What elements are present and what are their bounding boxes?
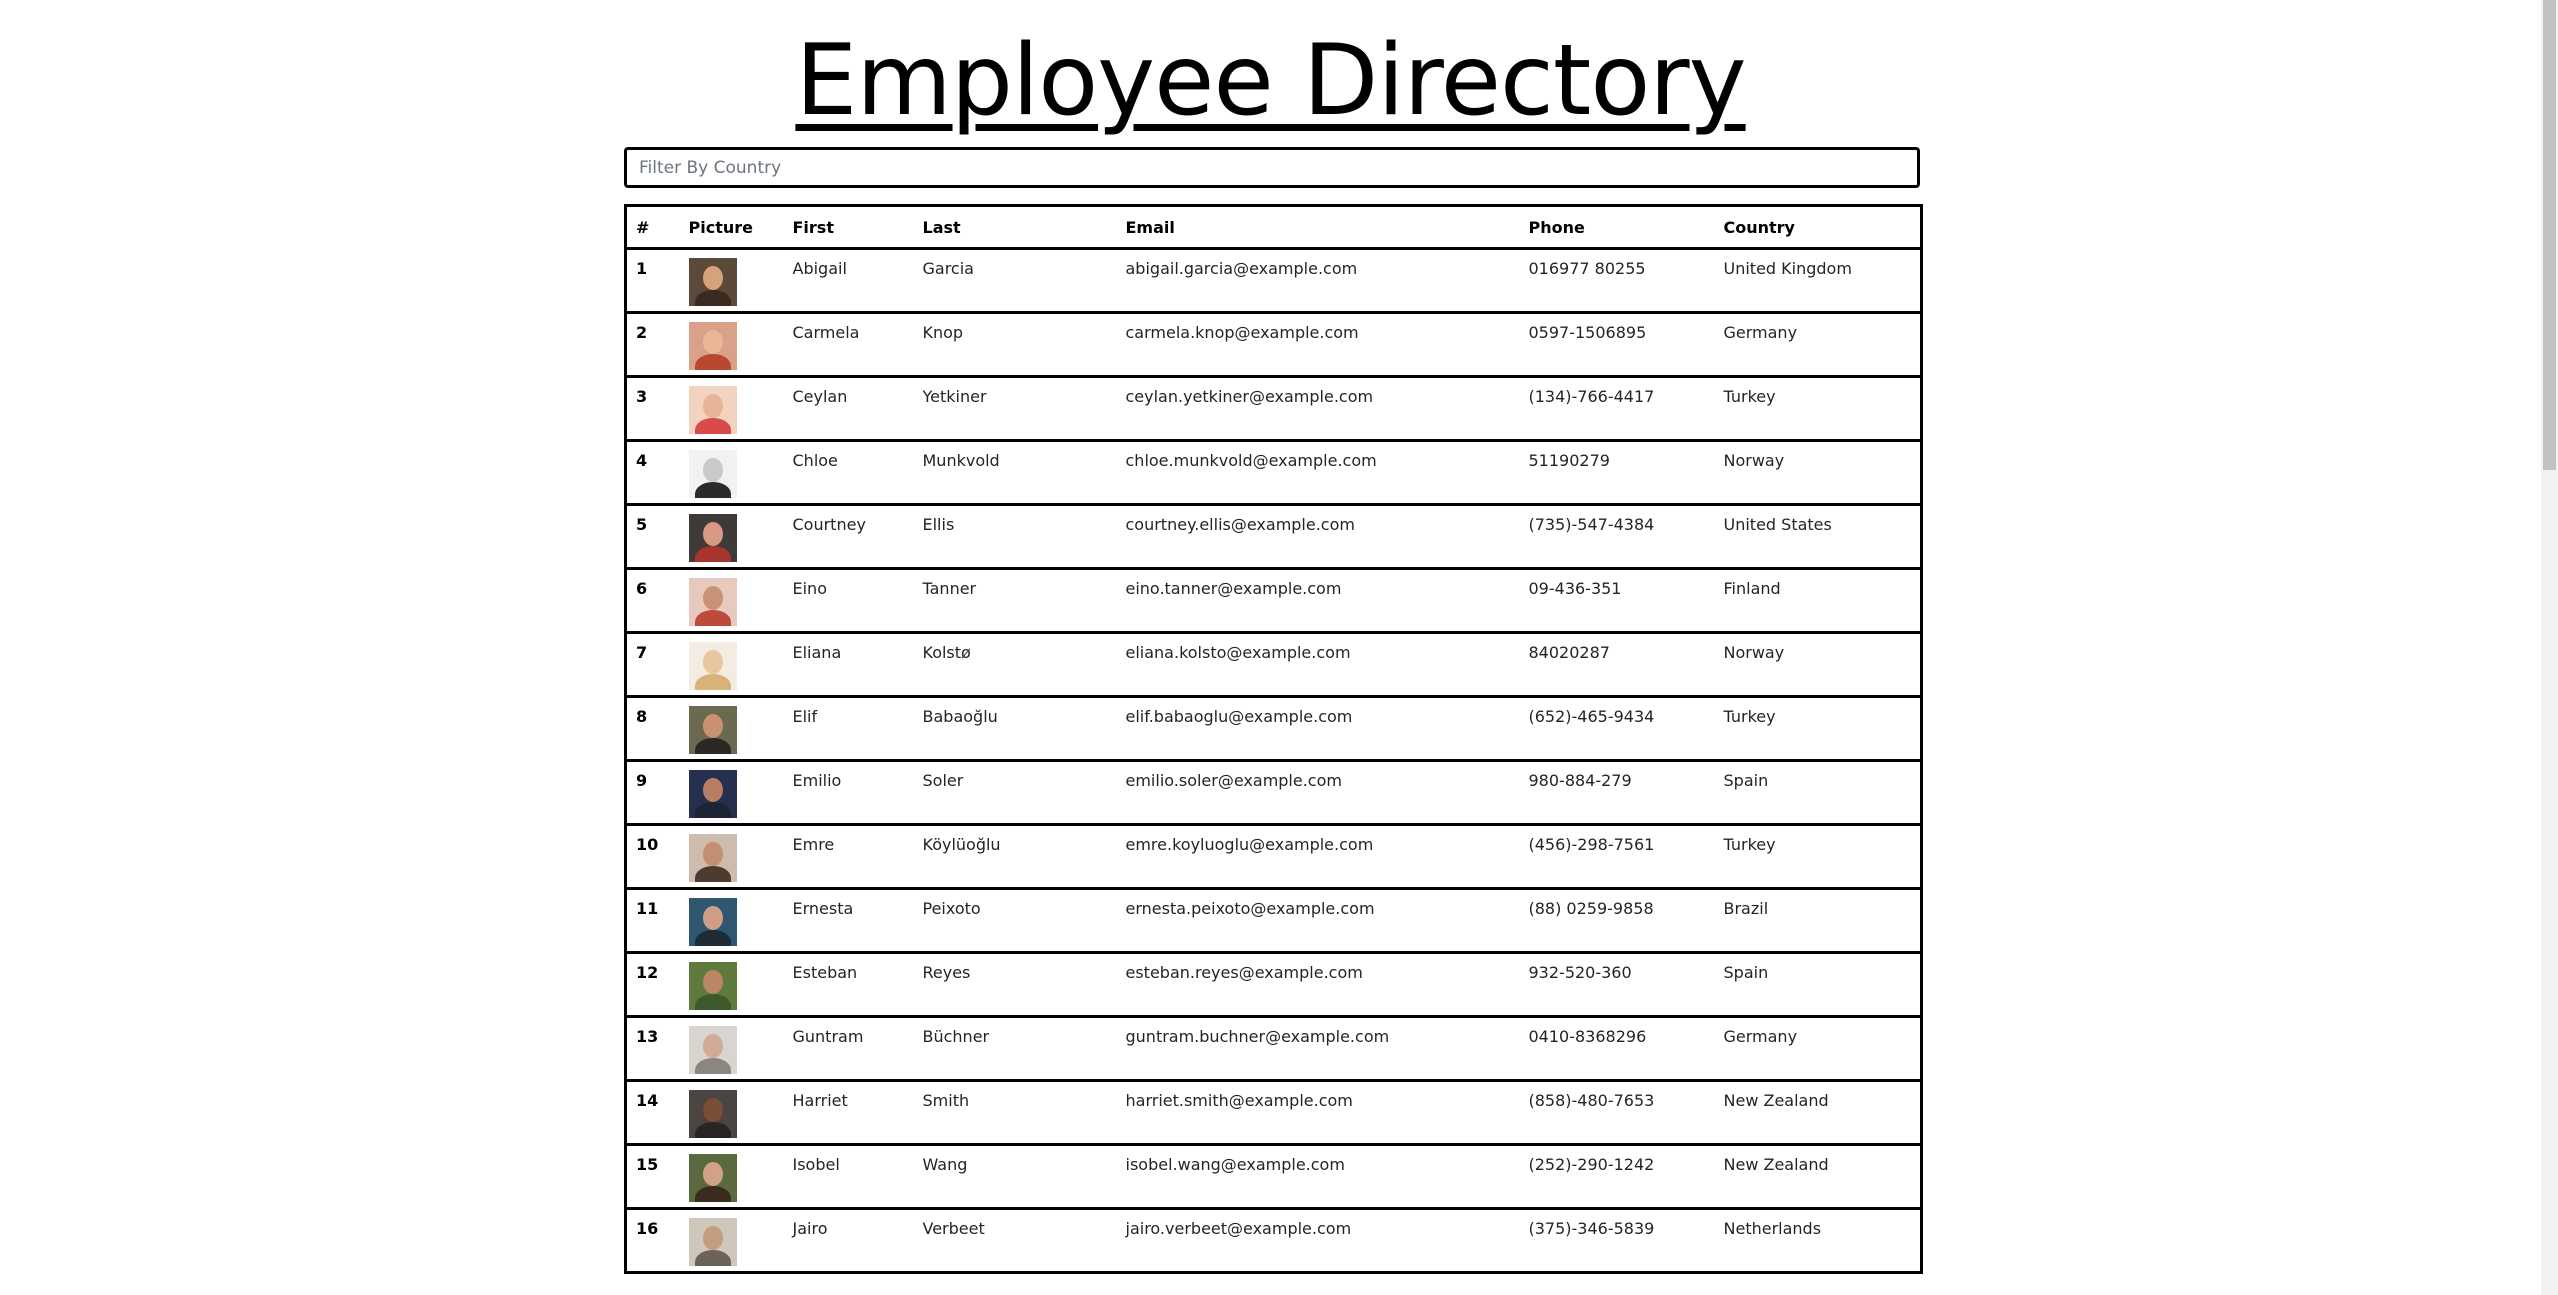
phone: (375)-346-5839 xyxy=(1528,1219,1655,1238)
last-name-cell xyxy=(914,569,1117,633)
phone: 016977 80255 xyxy=(1528,259,1646,278)
row-number-cell xyxy=(626,1081,680,1145)
country-cell xyxy=(1715,1209,1922,1273)
row-number-cell xyxy=(626,249,680,313)
email: ceylan.yetkiner@example.com xyxy=(1125,387,1374,406)
picture-cell xyxy=(680,441,784,505)
country-cell xyxy=(1715,697,1922,761)
table-row xyxy=(626,569,1922,633)
employee-table xyxy=(624,204,1923,1274)
row-number: 16 xyxy=(636,1219,659,1238)
row-number: 10 xyxy=(636,835,659,854)
picture-cell xyxy=(680,1017,784,1081)
table-row xyxy=(626,825,1922,889)
photo-shoulders xyxy=(695,1250,731,1266)
photo-face xyxy=(703,714,723,738)
page-title: Employee Directory xyxy=(795,24,1746,138)
first-name-cell xyxy=(784,825,914,889)
employee-photo xyxy=(689,962,737,1010)
email: abigail.garcia@example.com xyxy=(1125,259,1358,278)
last-name-cell xyxy=(914,1081,1117,1145)
phone-cell xyxy=(1520,249,1715,313)
first-name: Ceylan xyxy=(792,387,848,406)
row-number-cell xyxy=(626,313,680,377)
phone: (652)-465-9434 xyxy=(1528,707,1655,726)
first-name-cell xyxy=(784,1209,914,1273)
table-row xyxy=(626,377,1922,441)
table-row xyxy=(626,313,1922,377)
photo-shoulders xyxy=(695,482,731,498)
last-name: Reyes xyxy=(922,963,971,982)
email-cell xyxy=(1117,1081,1520,1145)
country-cell xyxy=(1715,761,1922,825)
email: carmela.knop@example.com xyxy=(1125,323,1359,342)
phone-cell xyxy=(1520,1017,1715,1081)
phone: (456)-298-7561 xyxy=(1528,835,1655,854)
row-number: 1 xyxy=(636,259,648,278)
photo-shoulders xyxy=(695,994,731,1010)
email: esteban.reyes@example.com xyxy=(1125,963,1363,982)
last-name-cell xyxy=(914,249,1117,313)
picture-cell xyxy=(680,505,784,569)
first-name-cell xyxy=(784,249,914,313)
country: Brazil xyxy=(1723,899,1769,918)
email-cell xyxy=(1117,377,1520,441)
photo-face xyxy=(703,842,723,866)
last-name: Wang xyxy=(922,1155,968,1174)
photo-face xyxy=(703,586,723,610)
row-number: 3 xyxy=(636,387,648,406)
email-cell xyxy=(1117,633,1520,697)
photo-face xyxy=(703,458,723,482)
email: harriet.smith@example.com xyxy=(1125,1091,1353,1110)
photo-face xyxy=(703,906,723,930)
table-header-row xyxy=(626,206,1922,249)
photo-shoulders xyxy=(695,290,731,306)
last-name-cell xyxy=(914,505,1117,569)
email: isobel.wang@example.com xyxy=(1125,1155,1345,1174)
email: ernesta.peixoto@example.com xyxy=(1125,899,1375,918)
phone-cell xyxy=(1520,1081,1715,1145)
country-cell xyxy=(1715,825,1922,889)
email: guntram.buchner@example.com xyxy=(1125,1027,1390,1046)
employee-photo xyxy=(689,1090,737,1138)
photo-shoulders xyxy=(695,674,731,690)
country-cell xyxy=(1715,953,1922,1017)
row-number-cell xyxy=(626,505,680,569)
row-number-cell xyxy=(626,953,680,1017)
photo-face xyxy=(703,1098,723,1122)
photo-shoulders xyxy=(695,354,731,370)
email-cell xyxy=(1117,441,1520,505)
first-name: Guntram xyxy=(792,1027,864,1046)
table-row xyxy=(626,697,1922,761)
phone-cell xyxy=(1520,313,1715,377)
phone-cell xyxy=(1520,633,1715,697)
email-cell xyxy=(1117,889,1520,953)
row-number-cell xyxy=(626,889,680,953)
first-name-cell xyxy=(784,889,914,953)
header-number[interactable]: # xyxy=(626,206,680,249)
employee-photo xyxy=(689,578,737,626)
last-name-cell xyxy=(914,825,1117,889)
picture-cell xyxy=(680,761,784,825)
employee-photo xyxy=(689,834,737,882)
row-number-cell xyxy=(626,825,680,889)
email-cell xyxy=(1117,505,1520,569)
country-cell xyxy=(1715,313,1922,377)
first-name-cell xyxy=(784,761,914,825)
last-name-cell xyxy=(914,441,1117,505)
first-name: Emilio xyxy=(792,771,842,790)
page-scrollbar[interactable] xyxy=(2541,0,2558,1295)
header-country[interactable]: Country xyxy=(1715,206,1922,249)
email: courtney.ellis@example.com xyxy=(1125,515,1355,534)
last-name: Büchner xyxy=(922,1027,990,1046)
employee-photo xyxy=(689,642,737,690)
last-name: Garcia xyxy=(922,259,974,278)
country: United States xyxy=(1723,515,1832,534)
country: New Zealand xyxy=(1723,1091,1829,1110)
employee-photo xyxy=(689,1218,737,1266)
email-cell xyxy=(1117,825,1520,889)
first-name: Eliana xyxy=(792,643,842,662)
row-number: 4 xyxy=(636,451,648,470)
picture-cell xyxy=(680,313,784,377)
photo-shoulders xyxy=(695,610,731,626)
employee-photo xyxy=(689,1154,737,1202)
email-cell xyxy=(1117,953,1520,1017)
header-phone[interactable]: Phone xyxy=(1520,206,1715,249)
row-number: 14 xyxy=(636,1091,659,1110)
first-name-cell xyxy=(784,313,914,377)
last-name: Soler xyxy=(922,771,964,790)
email: chloe.munkvold@example.com xyxy=(1125,451,1377,470)
first-name: Esteban xyxy=(792,963,858,982)
table-row xyxy=(626,889,1922,953)
photo-shoulders xyxy=(695,866,731,882)
last-name: Babaoğlu xyxy=(922,707,998,726)
first-name-cell xyxy=(784,953,914,1017)
photo-shoulders xyxy=(695,930,731,946)
table-row xyxy=(626,505,1922,569)
phone-cell xyxy=(1520,505,1715,569)
country-cell xyxy=(1715,1017,1922,1081)
table-row xyxy=(626,1145,1922,1209)
picture-cell xyxy=(680,1209,784,1273)
first-name: Isobel xyxy=(792,1155,840,1174)
employee-photo xyxy=(689,514,737,562)
last-name-cell xyxy=(914,377,1117,441)
last-name-cell xyxy=(914,953,1117,1017)
country: Spain xyxy=(1723,963,1769,982)
filter-by-country-input[interactable] xyxy=(624,147,1920,188)
row-number-cell xyxy=(626,377,680,441)
phone: 0410-8368296 xyxy=(1528,1027,1647,1046)
row-number: 12 xyxy=(636,963,659,982)
email-cell xyxy=(1117,1017,1520,1081)
photo-face xyxy=(703,1034,723,1058)
photo-face xyxy=(703,1226,723,1250)
last-name-cell xyxy=(914,1017,1117,1081)
row-number-cell xyxy=(626,1145,680,1209)
country-cell xyxy=(1715,1145,1922,1209)
phone-cell xyxy=(1520,1145,1715,1209)
phone-cell xyxy=(1520,569,1715,633)
row-number-cell xyxy=(626,569,680,633)
email-cell xyxy=(1117,1145,1520,1209)
phone-cell xyxy=(1520,889,1715,953)
email-cell xyxy=(1117,249,1520,313)
country: New Zealand xyxy=(1723,1155,1829,1174)
country: Turkey xyxy=(1723,707,1776,726)
table-row xyxy=(626,249,1922,313)
last-name: Knop xyxy=(922,323,964,342)
header-last[interactable]: Last xyxy=(914,206,1117,249)
phone: (735)-547-4384 xyxy=(1528,515,1655,534)
email-cell xyxy=(1117,761,1520,825)
photo-face xyxy=(703,778,723,802)
phone: (134)-766-4417 xyxy=(1528,387,1655,406)
phone: 09-436-351 xyxy=(1528,579,1622,598)
country: Turkey xyxy=(1723,387,1776,406)
first-name-cell xyxy=(784,441,914,505)
row-number: 15 xyxy=(636,1155,659,1174)
email-cell xyxy=(1117,313,1520,377)
table-row xyxy=(626,1017,1922,1081)
employee-photo xyxy=(689,1026,737,1074)
country-cell xyxy=(1715,889,1922,953)
photo-face xyxy=(703,522,723,546)
row-number-cell xyxy=(626,441,680,505)
picture-cell xyxy=(680,953,784,1017)
phone: 51190279 xyxy=(1528,451,1610,470)
first-name-cell xyxy=(784,697,914,761)
picture-cell xyxy=(680,249,784,313)
email: emilio.soler@example.com xyxy=(1125,771,1342,790)
photo-face xyxy=(703,266,723,290)
header-email[interactable]: Email xyxy=(1117,206,1520,249)
last-name: Smith xyxy=(922,1091,970,1110)
first-name-cell xyxy=(784,1081,914,1145)
table-row xyxy=(626,761,1922,825)
phone-cell xyxy=(1520,697,1715,761)
employee-photo xyxy=(689,386,737,434)
row-number-cell xyxy=(626,1209,680,1273)
phone-cell xyxy=(1520,953,1715,1017)
picture-cell xyxy=(680,569,784,633)
table-row xyxy=(626,1209,1922,1273)
first-name: Abigail xyxy=(792,259,847,278)
photo-shoulders xyxy=(695,1186,731,1202)
photo-face xyxy=(703,970,723,994)
country-cell xyxy=(1715,633,1922,697)
first-name-cell xyxy=(784,505,914,569)
last-name-cell xyxy=(914,1145,1117,1209)
country-cell xyxy=(1715,249,1922,313)
phone: (252)-290-1242 xyxy=(1528,1155,1655,1174)
last-name-cell xyxy=(914,761,1117,825)
phone-cell xyxy=(1520,1209,1715,1273)
country-cell xyxy=(1715,377,1922,441)
country: Spain xyxy=(1723,771,1769,790)
phone: 0597-1506895 xyxy=(1528,323,1647,342)
last-name: Kolstø xyxy=(922,643,971,662)
photo-shoulders xyxy=(695,1122,731,1138)
row-number-cell xyxy=(626,697,680,761)
email-cell xyxy=(1117,697,1520,761)
last-name-cell xyxy=(914,633,1117,697)
phone-cell xyxy=(1520,761,1715,825)
employee-table-container xyxy=(624,204,1920,1274)
row-number: 11 xyxy=(636,899,659,918)
email: jairo.verbeet@example.com xyxy=(1125,1219,1352,1238)
last-name: Peixoto xyxy=(922,899,981,918)
first-name-cell xyxy=(784,1145,914,1209)
picture-cell xyxy=(680,1145,784,1209)
country: Germany xyxy=(1723,323,1798,342)
email-cell xyxy=(1117,1209,1520,1273)
country: United Kingdom xyxy=(1723,259,1852,278)
employee-photo xyxy=(689,322,737,370)
last-name-cell xyxy=(914,313,1117,377)
employee-photo xyxy=(689,898,737,946)
first-name: Harriet xyxy=(792,1091,848,1110)
country-cell xyxy=(1715,1081,1922,1145)
phone: 84020287 xyxy=(1528,643,1610,662)
country-cell xyxy=(1715,505,1922,569)
photo-shoulders xyxy=(695,546,731,562)
header-first[interactable]: First xyxy=(784,206,914,249)
first-name: Jairo xyxy=(792,1219,828,1238)
phone-cell xyxy=(1520,377,1715,441)
photo-face xyxy=(703,1162,723,1186)
country-cell xyxy=(1715,441,1922,505)
phone: (88) 0259-9858 xyxy=(1528,899,1654,918)
table-row xyxy=(626,953,1922,1017)
employee-photo xyxy=(689,706,737,754)
phone: 932-520-360 xyxy=(1528,963,1632,982)
row-number: 9 xyxy=(636,771,648,790)
phone-cell xyxy=(1520,825,1715,889)
row-number-cell xyxy=(626,1017,680,1081)
last-name-cell xyxy=(914,697,1117,761)
last-name: Ellis xyxy=(922,515,955,534)
picture-cell xyxy=(680,697,784,761)
last-name: Verbeet xyxy=(922,1219,985,1238)
picture-cell xyxy=(680,1081,784,1145)
header-picture[interactable]: Picture xyxy=(680,206,784,249)
country-cell xyxy=(1715,569,1922,633)
email: emre.koyluoglu@example.com xyxy=(1125,835,1374,854)
first-name: Carmela xyxy=(792,323,860,342)
photo-shoulders xyxy=(695,802,731,818)
row-number: 13 xyxy=(636,1027,659,1046)
employee-photo xyxy=(689,450,737,498)
first-name: Elif xyxy=(792,707,818,726)
picture-cell xyxy=(680,377,784,441)
first-name-cell xyxy=(784,633,914,697)
employee-photo xyxy=(689,258,737,306)
country: Norway xyxy=(1723,643,1785,662)
country: Finland xyxy=(1723,579,1781,598)
first-name-cell xyxy=(784,569,914,633)
row-number-cell xyxy=(626,633,680,697)
phone: 980-884-279 xyxy=(1528,771,1632,790)
row-number-cell xyxy=(626,761,680,825)
photo-face xyxy=(703,394,723,418)
first-name: Emre xyxy=(792,835,835,854)
row-number: 2 xyxy=(636,323,648,342)
first-name: Eino xyxy=(792,579,827,598)
row-number: 5 xyxy=(636,515,648,534)
row-number: 6 xyxy=(636,579,648,598)
country: Netherlands xyxy=(1723,1219,1822,1238)
table-row xyxy=(626,633,1922,697)
country: Germany xyxy=(1723,1027,1798,1046)
first-name-cell xyxy=(784,1017,914,1081)
row-number: 7 xyxy=(636,643,648,662)
photo-shoulders xyxy=(695,738,731,754)
photo-shoulders xyxy=(695,418,731,434)
photo-shoulders xyxy=(695,1058,731,1074)
phone: (858)-480-7653 xyxy=(1528,1091,1655,1110)
last-name: Munkvold xyxy=(922,451,1000,470)
country: Turkey xyxy=(1723,835,1776,854)
picture-cell xyxy=(680,633,784,697)
table-row xyxy=(626,1081,1922,1145)
photo-face xyxy=(703,330,723,354)
employee-photo xyxy=(689,770,737,818)
last-name-cell xyxy=(914,1209,1117,1273)
row-number: 8 xyxy=(636,707,648,726)
last-name: Yetkiner xyxy=(922,387,987,406)
email: eliana.kolsto@example.com xyxy=(1125,643,1351,662)
country: Norway xyxy=(1723,451,1785,470)
last-name: Köylüoğlu xyxy=(922,835,1001,854)
phone-cell xyxy=(1520,441,1715,505)
first-name: Chloe xyxy=(792,451,838,470)
picture-cell xyxy=(680,889,784,953)
scrollbar-thumb[interactable] xyxy=(2543,0,2556,470)
last-name-cell xyxy=(914,889,1117,953)
table-row xyxy=(626,441,1922,505)
table-body xyxy=(626,249,1922,1273)
first-name: Courtney xyxy=(792,515,866,534)
last-name: Tanner xyxy=(922,579,977,598)
email: eino.tanner@example.com xyxy=(1125,579,1342,598)
picture-cell xyxy=(680,825,784,889)
first-name: Ernesta xyxy=(792,899,854,918)
email: elif.babaoglu@example.com xyxy=(1125,707,1353,726)
email-cell xyxy=(1117,569,1520,633)
photo-face xyxy=(703,650,723,674)
first-name-cell xyxy=(784,377,914,441)
